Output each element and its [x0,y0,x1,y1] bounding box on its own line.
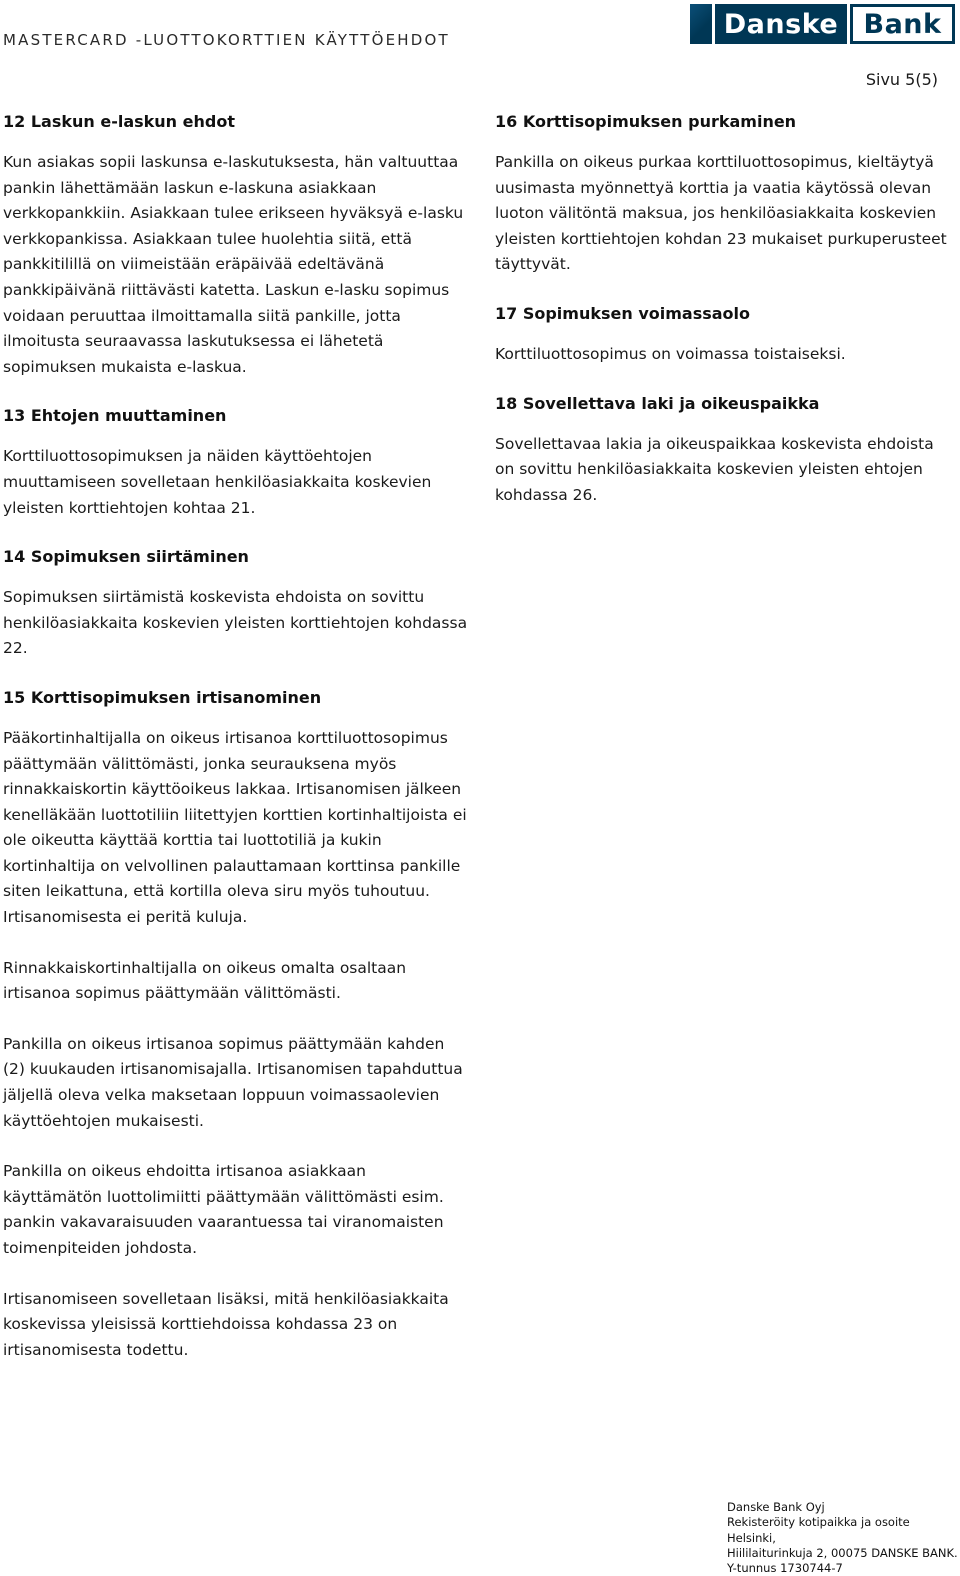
section-paragraph: Korttiluottosopimus on voimassa toistaiseksi. [495,344,846,363]
section-15 [3,687,468,1363]
footer-company-name: Danske Bank Oyj [727,1500,825,1514]
danske-bank-logo [690,4,955,44]
section-heading: 15 Korttisopimuksen irtisanominen [3,687,322,707]
logo-text-bank: Bank [850,4,955,44]
section-paragraph: Pankilla on oikeus irtisanoa sopimus päättymään kahden (2) kuukauden irtisanomisajalla. Irtisanomisen tapahduttua jäljellä oleva velka maksetaan loppuun voimassaolevien käyttöehtojen mukaisesti. [3,1034,463,1130]
left-column [3,111,468,1388]
section-paragraph: Rinnakkaiskortinhaltijalla on oikeus omalta osaltaan irtisanoa sopimus päättymään välittömästi. [3,958,407,1003]
section-paragraph: Pankilla on oikeus purkaa korttiluottosopimus, kieltäytyä uusimasta myönnettyä korttia ja vaatia käytössä olevan luoton välitöntä maksua, jos henkilöasiakkaita koskevien yleisten korttiehtojen kohdan 23 mukaiset purkuperusteet täyttyvät. [495,153,947,274]
footer-registered-office: Rekisteröity kotipaikka ja osoite Helsinki, [727,1515,910,1545]
section-12 [3,111,468,380]
footer-business-id: Y-tunnus 1730744-7 [727,1561,843,1576]
section-paragraph: Korttiluottosopimuksen ja näiden käyttöehtojen muuttamiseen sovelletaan henkilöasiakkaita koskevien yleisten korttiehtojen kohtaa 21. [3,447,432,517]
right-column [495,111,955,533]
section-paragraph: Pankilla on oikeus ehdoitta irtisanoa asiakkaan käyttämätön luottolimiitti päättymään välittömästi esim. pankin vakavaraisuuden vaarantuessa tai viranomaisten toimenpiteiden johdosta. [3,1162,444,1257]
company-footer [727,1500,960,1576]
section-13 [3,405,468,521]
section-heading: 12 Laskun e-laskun ehdot [3,112,235,131]
section-heading: 18 Sovellettava laki ja oikeuspaikka [495,393,820,413]
section-16 [495,111,955,278]
section-paragraph: Kun asiakas sopii laskunsa e-laskutuksesta, hän valtuuttaa pankin lähettämään laskun e-laskuna asiakkaan verkkopankkiin. Asiakkaan tulee erikseen hyväksyä e-lasku verkkopankissa. Asiakkaan tulee huolehtia siitä, että pankkitilillä on viimeistään eräpäivää edeltävänä pankkipäivänä riittävästi katetta. Laskun e-lasku sopimus voidaan peruuttaa ilmoittamalla siitä pankille, jotta ilmoitusta seuraavassa laskutuksessa ei lähetetä sopimuksen mukaista e-laskua. [3,153,464,376]
section-paragraph: Sopimuksen siirtämistä koskevista ehdoista on sovittu henkilöasiakkaita koskevien yleisten korttiehtojen kohdassa 22. [3,588,468,658]
section-14 [3,546,468,662]
section-17 [495,303,955,368]
section-paragraph: Irtisanomiseen sovelletaan lisäksi, mitä henkilöasiakkaita koskevissa yleisissä korttiehdoissa kohdassa 23 on irtisanomisesta todettu. [3,1289,449,1359]
section-paragraph: Sovellettavaa lakia ja oikeuspaikkaa koskevista ehdoista on sovittu henkilöasiakkaita koskevien yleisten ehtojen kohdassa 26. [495,434,934,504]
section-18 [495,393,955,509]
document-title: MASTERCARD -LUOTTOKORTTIEN KÄYTTÖEHDOT [3,31,450,49]
section-heading: 17 Sopimuksen voimassaolo [495,303,751,323]
footer-address: Hiililaiturinkuja 2, 00075 DANSKE BANK. [727,1545,958,1560]
section-heading: 13 Ehtojen muuttaminen [3,406,227,426]
section-paragraph: Pääkortinhaltijalla on oikeus irtisanoa korttiluottosopimus päättymään välittömästi, jonka seurauksena myös rinnakkaiskortin käyttöoikeus lakkaa. Irtisanomisen jälkeen kenelläkään luottotiliin liitettyjen korttien kortinhaltijoista ei ole oikeutta käyttää korttia tai luottotiliä ja kukin kortinhaltija on velvollinen palauttamaan korttinsa pankille siten leikattuna, että kortilla oleva siru myös tuhoutuu. Irtisanomisesta ei peritä kuluja. [3,728,467,927]
logo-mark-icon [690,4,712,44]
page-number: Sivu 5(5) [865,70,938,89]
section-heading: 16 Korttisopimuksen purkaminen [495,112,797,131]
logo-text-danske: Danske [715,4,847,44]
section-heading: 14 Sopimuksen siirtäminen [3,547,249,567]
